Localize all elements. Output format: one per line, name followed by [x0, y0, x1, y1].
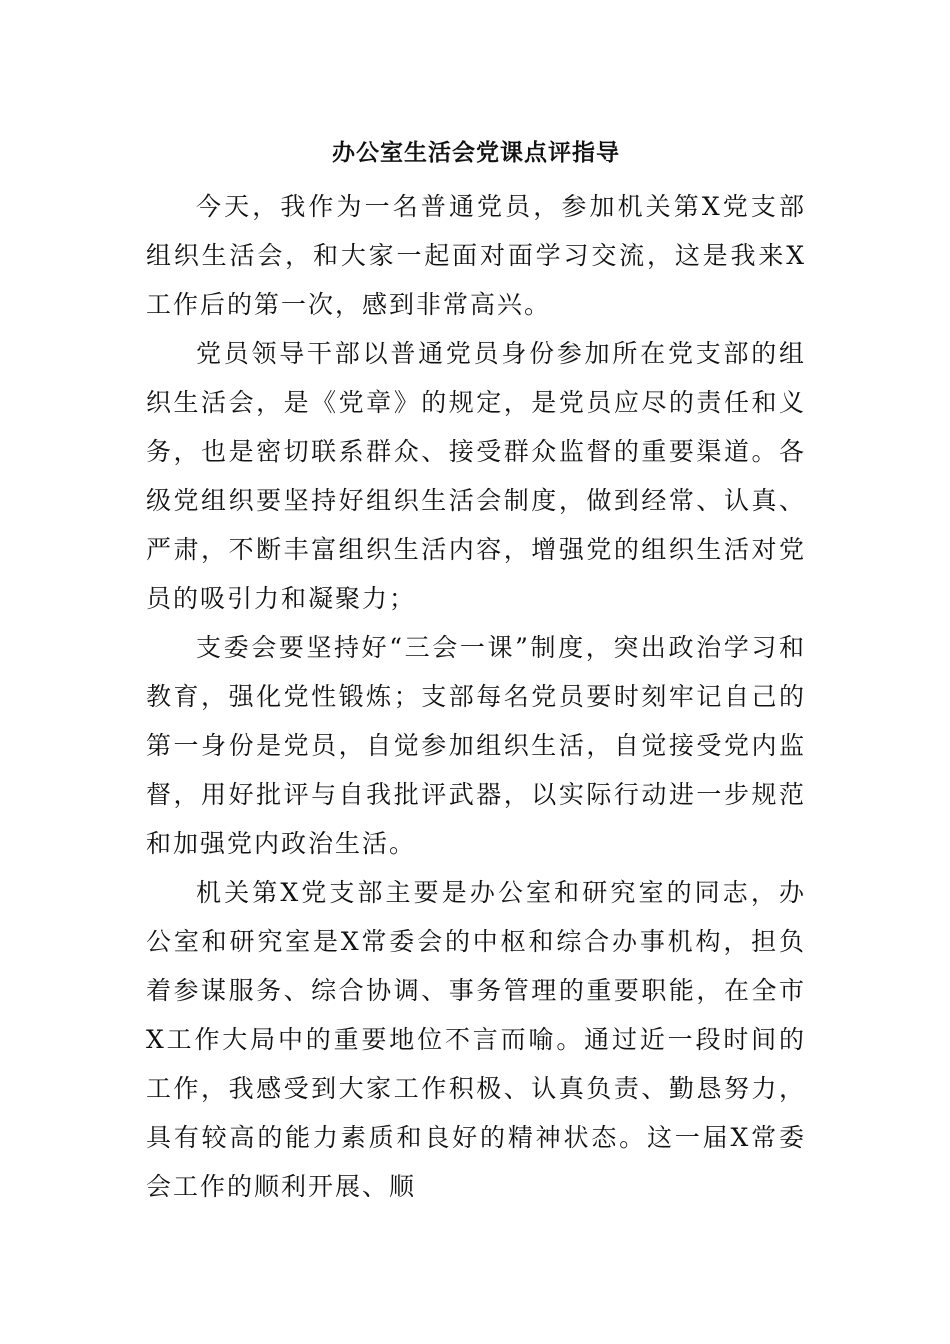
- paragraph-1: 今天，我作为一名普通党员，参加机关第X党支部组织生活会，和大家一起面对面学习交流，这是我来X工作后的第一次，感到非常高兴。: [146, 192, 806, 319]
- document-body: [146, 128, 806, 1211]
- paragraph-2: 党员领导干部以普通党员身份参加所在党支部的组织生活会，是《党章》的规定，是党员应尽的责任和义务，也是密切联系群众、接受群众监督的重要渠道。各级党组织要坚持好组织生活会制度，做到经常、认真、严肃，不断丰富组织生活内容，增强党的组织生活对党员的吸引力和凝聚力；: [146, 339, 806, 613]
- paragraph-3: 支委会要坚持好“三会一课”制度，突出政治学习和教育，强化党性锻炼；支部每名党员要时刻牢记自己的第一身份是党员，自觉参加组织生活，自觉接受党内监督，用好批评与自我批评武器，以实际行动进一步规范和加强党内政治生活。: [146, 633, 806, 858]
- document-title: 办公室生活会党课点评指导: [332, 140, 620, 166]
- paragraph-4: 机关第X党支部主要是办公室和研究室的同志，办公室和研究室是X常委会的中枢和综合办事机构，担负着参谋服务、综合协调、事务管理的重要职能，在全市X工作大局中的重要地位不言而喻。通过近一段时间的工作，我感受到大家工作积极、认真负责、勤恳努力，具有较高的能力素质和良好的精神状态。这一届X常委会工作的顺利开展、顺: [146, 878, 806, 1201]
